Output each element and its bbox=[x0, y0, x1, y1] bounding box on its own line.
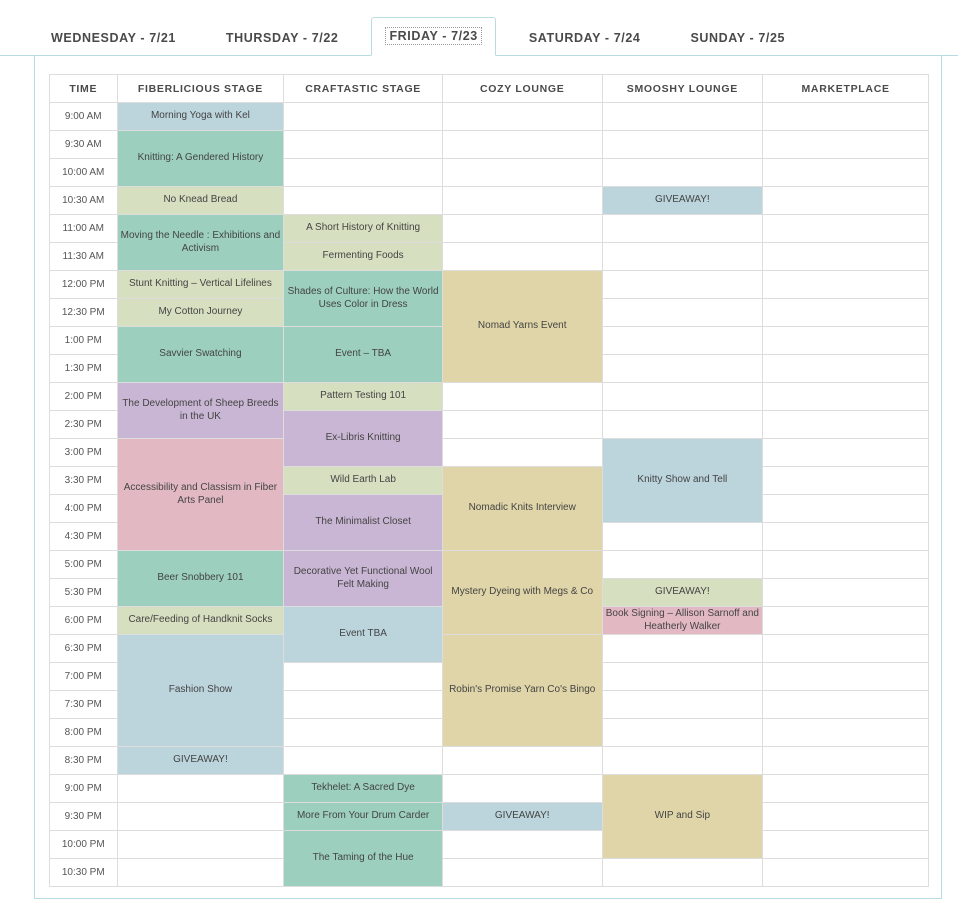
time-label: 10:00 PM bbox=[50, 831, 118, 859]
schedule-row bbox=[50, 747, 929, 775]
empty-slot-craftastic-stage bbox=[284, 159, 443, 187]
event-craftastic-stage[interactable]: The Minimalist Closet bbox=[284, 495, 443, 551]
time-label: 6:00 PM bbox=[50, 607, 118, 635]
empty-slot-cozy-lounge bbox=[442, 103, 602, 131]
tab-friday-label: FRIDAY - 7/23 bbox=[385, 27, 481, 45]
empty-slot-smooshy-lounge bbox=[602, 635, 763, 663]
empty-slot-cozy-lounge bbox=[442, 411, 602, 439]
time-label: 6:30 PM bbox=[50, 635, 118, 663]
tab-wednesday[interactable] bbox=[34, 20, 193, 56]
event-craftastic-stage[interactable]: Shades of Culture: How the World Uses Color in Dress bbox=[284, 271, 443, 327]
event-craftastic-stage[interactable]: The Taming of the Hue bbox=[284, 831, 443, 887]
empty-slot-cozy-lounge bbox=[442, 439, 602, 467]
event-smooshy-lounge[interactable]: GIVEAWAY! bbox=[602, 187, 763, 215]
event-fiberlicious-stage[interactable]: Savvier Swatching bbox=[117, 327, 284, 383]
tab-wednesday-label: WEDNESDAY - 7/21 bbox=[51, 31, 176, 45]
empty-slot-smooshy-lounge bbox=[602, 859, 763, 887]
schedule-panel bbox=[34, 56, 942, 899]
schedule-row bbox=[50, 551, 929, 579]
empty-slot-craftastic-stage bbox=[284, 187, 443, 215]
empty-slot-craftastic-stage bbox=[284, 131, 443, 159]
empty-slot-smooshy-lounge bbox=[602, 131, 763, 159]
time-label: 11:30 AM bbox=[50, 243, 118, 271]
event-craftastic-stage[interactable]: Decorative Yet Functional Wool Felt Making bbox=[284, 551, 443, 607]
empty-slot-marketplace bbox=[763, 355, 929, 383]
time-label: 9:00 AM bbox=[50, 103, 118, 131]
empty-slot-marketplace bbox=[763, 859, 929, 887]
event-fiberlicious-stage[interactable]: Fashion Show bbox=[117, 635, 284, 747]
empty-slot-smooshy-lounge bbox=[602, 551, 763, 579]
tab-thursday[interactable] bbox=[209, 20, 356, 56]
empty-slot-smooshy-lounge bbox=[602, 159, 763, 187]
col-cozy-lounge: COZY LOUNGE bbox=[442, 75, 602, 103]
event-craftastic-stage[interactable]: Wild Earth Lab bbox=[284, 467, 443, 495]
tab-sunday-label: SUNDAY - 7/25 bbox=[690, 31, 786, 45]
event-cozy-lounge[interactable]: Robin's Promise Yarn Co's Bingo bbox=[442, 635, 602, 747]
event-fiberlicious-stage[interactable]: The Development of Sheep Breeds in the UK bbox=[117, 383, 284, 439]
empty-slot-craftastic-stage bbox=[284, 719, 443, 747]
time-label: 10:00 AM bbox=[50, 159, 118, 187]
empty-slot-fiberlicious-stage bbox=[117, 831, 284, 859]
time-label: 4:00 PM bbox=[50, 495, 118, 523]
time-label: 3:30 PM bbox=[50, 467, 118, 495]
empty-slot-marketplace bbox=[763, 747, 929, 775]
event-fiberlicious-stage[interactable]: Morning Yoga with Kel bbox=[117, 103, 284, 131]
empty-slot-cozy-lounge bbox=[442, 187, 602, 215]
empty-slot-marketplace bbox=[763, 775, 929, 803]
empty-slot-smooshy-lounge bbox=[602, 411, 763, 439]
schedule-body bbox=[50, 103, 929, 887]
tab-sunday[interactable] bbox=[673, 20, 802, 56]
schedule-row bbox=[50, 635, 929, 663]
time-label: 8:00 PM bbox=[50, 719, 118, 747]
empty-slot-marketplace bbox=[763, 551, 929, 579]
time-label: 1:00 PM bbox=[50, 327, 118, 355]
col-marketplace: MARKETPLACE bbox=[763, 75, 929, 103]
empty-slot-smooshy-lounge bbox=[602, 243, 763, 271]
empty-slot-marketplace bbox=[763, 803, 929, 831]
empty-slot-smooshy-lounge bbox=[602, 103, 763, 131]
empty-slot-craftastic-stage bbox=[284, 663, 443, 691]
empty-slot-marketplace bbox=[763, 187, 929, 215]
event-fiberlicious-stage[interactable]: Moving the Needle : Exhibitions and Activism bbox=[117, 215, 284, 271]
time-label: 9:30 AM bbox=[50, 131, 118, 159]
event-fiberlicious-stage[interactable]: No Knead Bread bbox=[117, 187, 284, 215]
tab-thursday-label: THURSDAY - 7/22 bbox=[225, 31, 339, 45]
empty-slot-cozy-lounge bbox=[442, 131, 602, 159]
empty-slot-craftastic-stage bbox=[284, 691, 443, 719]
empty-slot-cozy-lounge bbox=[442, 747, 602, 775]
empty-slot-fiberlicious-stage bbox=[117, 775, 284, 803]
empty-slot-marketplace bbox=[763, 103, 929, 131]
time-label: 5:00 PM bbox=[50, 551, 118, 579]
event-fiberlicious-stage[interactable]: Care/Feeding of Handknit Socks bbox=[117, 607, 284, 635]
time-label: 5:30 PM bbox=[50, 579, 118, 607]
time-label: 2:30 PM bbox=[50, 411, 118, 439]
schedule-header bbox=[50, 75, 929, 103]
empty-slot-marketplace bbox=[763, 719, 929, 747]
empty-slot-marketplace bbox=[763, 831, 929, 859]
time-label: 2:00 PM bbox=[50, 383, 118, 411]
event-smooshy-lounge[interactable]: Book Signing – Allison Sarnoff and Heatherly Walker bbox=[602, 607, 763, 635]
empty-slot-cozy-lounge bbox=[442, 831, 602, 859]
empty-slot-marketplace bbox=[763, 523, 929, 551]
tab-saturday-label: SATURDAY - 7/24 bbox=[528, 31, 641, 45]
schedule-table bbox=[49, 74, 929, 887]
event-fiberlicious-stage[interactable]: Knitting: A Gendered History bbox=[117, 131, 284, 187]
empty-slot-smooshy-lounge bbox=[602, 327, 763, 355]
day-tabs bbox=[0, 0, 958, 56]
empty-slot-fiberlicious-stage bbox=[117, 859, 284, 887]
event-fiberlicious-stage[interactable]: Accessibility and Classism in Fiber Arts Panel bbox=[117, 439, 284, 551]
event-craftastic-stage[interactable]: Event TBA bbox=[284, 607, 443, 663]
tab-saturday[interactable] bbox=[512, 20, 658, 56]
empty-slot-smooshy-lounge bbox=[602, 355, 763, 383]
empty-slot-marketplace bbox=[763, 467, 929, 495]
schedule-row bbox=[50, 187, 929, 215]
empty-slot-cozy-lounge bbox=[442, 775, 602, 803]
empty-slot-marketplace bbox=[763, 439, 929, 467]
event-craftastic-stage[interactable]: A Short History of Knitting bbox=[284, 215, 443, 243]
col-craftastic-stage: CRAFTASTIC STAGE bbox=[284, 75, 443, 103]
time-label: 4:30 PM bbox=[50, 523, 118, 551]
event-cozy-lounge[interactable]: Mystery Dyeing with Megs & Co bbox=[442, 551, 602, 635]
col-fiberlicious-stage: FIBERLICIOUS STAGE bbox=[117, 75, 284, 103]
time-label: 1:30 PM bbox=[50, 355, 118, 383]
tab-friday[interactable] bbox=[371, 17, 495, 56]
header-row bbox=[50, 75, 929, 103]
schedule-row bbox=[50, 131, 929, 159]
event-craftastic-stage[interactable]: Tekhelet: A Sacred Dye bbox=[284, 775, 443, 803]
event-cozy-lounge[interactable]: Nomadic Knits Interview bbox=[442, 467, 602, 551]
time-label: 9:00 PM bbox=[50, 775, 118, 803]
empty-slot-cozy-lounge bbox=[442, 159, 602, 187]
time-label: 7:30 PM bbox=[50, 691, 118, 719]
empty-slot-marketplace bbox=[763, 635, 929, 663]
empty-slot-marketplace bbox=[763, 299, 929, 327]
event-craftastic-stage[interactable]: Event – TBA bbox=[284, 327, 443, 383]
empty-slot-craftastic-stage bbox=[284, 747, 443, 775]
schedule-row bbox=[50, 803, 929, 831]
empty-slot-cozy-lounge bbox=[442, 243, 602, 271]
empty-slot-marketplace bbox=[763, 579, 929, 607]
empty-slot-smooshy-lounge bbox=[602, 747, 763, 775]
schedule-row bbox=[50, 103, 929, 131]
event-fiberlicious-stage[interactable]: GIVEAWAY! bbox=[117, 747, 284, 775]
empty-slot-smooshy-lounge bbox=[602, 719, 763, 747]
empty-slot-fiberlicious-stage bbox=[117, 803, 284, 831]
schedule-row bbox=[50, 439, 929, 467]
empty-slot-marketplace bbox=[763, 215, 929, 243]
time-label: 10:30 PM bbox=[50, 859, 118, 887]
event-fiberlicious-stage[interactable]: Beer Snobbery 101 bbox=[117, 551, 284, 607]
empty-slot-cozy-lounge bbox=[442, 383, 602, 411]
event-craftastic-stage[interactable]: Pattern Testing 101 bbox=[284, 383, 443, 411]
event-smooshy-lounge[interactable]: WIP and Sip bbox=[602, 775, 763, 859]
empty-slot-craftastic-stage bbox=[284, 103, 443, 131]
time-label: 12:30 PM bbox=[50, 299, 118, 327]
event-cozy-lounge[interactable]: Nomad Yarns Event bbox=[442, 271, 602, 383]
event-cozy-lounge[interactable]: GIVEAWAY! bbox=[442, 803, 602, 831]
empty-slot-marketplace bbox=[763, 411, 929, 439]
empty-slot-smooshy-lounge bbox=[602, 299, 763, 327]
time-label: 12:00 PM bbox=[50, 271, 118, 299]
empty-slot-smooshy-lounge bbox=[602, 215, 763, 243]
empty-slot-smooshy-lounge bbox=[602, 383, 763, 411]
empty-slot-smooshy-lounge bbox=[602, 663, 763, 691]
empty-slot-cozy-lounge bbox=[442, 859, 602, 887]
event-smooshy-lounge[interactable]: GIVEAWAY! bbox=[602, 579, 763, 607]
time-label: 11:00 AM bbox=[50, 215, 118, 243]
schedule-row bbox=[50, 383, 929, 411]
event-craftastic-stage[interactable]: Ex-Libris Knitting bbox=[284, 411, 443, 467]
time-label: 8:30 PM bbox=[50, 747, 118, 775]
empty-slot-marketplace bbox=[763, 691, 929, 719]
empty-slot-marketplace bbox=[763, 159, 929, 187]
time-label: 3:00 PM bbox=[50, 439, 118, 467]
empty-slot-marketplace bbox=[763, 131, 929, 159]
empty-slot-smooshy-lounge bbox=[602, 271, 763, 299]
time-label: 7:00 PM bbox=[50, 663, 118, 691]
schedule-row bbox=[50, 831, 929, 859]
empty-slot-smooshy-lounge bbox=[602, 691, 763, 719]
schedule-row bbox=[50, 271, 929, 299]
event-smooshy-lounge[interactable]: Knitty Show and Tell bbox=[602, 439, 763, 523]
empty-slot-marketplace bbox=[763, 663, 929, 691]
schedule-row bbox=[50, 775, 929, 803]
empty-slot-marketplace bbox=[763, 243, 929, 271]
col-time: TIME bbox=[50, 75, 118, 103]
event-fiberlicious-stage[interactable]: My Cotton Journey bbox=[117, 299, 284, 327]
empty-slot-marketplace bbox=[763, 383, 929, 411]
empty-slot-marketplace bbox=[763, 271, 929, 299]
event-craftastic-stage[interactable]: Fermenting Foods bbox=[284, 243, 443, 271]
empty-slot-smooshy-lounge bbox=[602, 523, 763, 551]
schedule-row bbox=[50, 215, 929, 243]
empty-slot-marketplace bbox=[763, 607, 929, 635]
col-smooshy-lounge: SMOOSHY LOUNGE bbox=[602, 75, 763, 103]
empty-slot-marketplace bbox=[763, 495, 929, 523]
empty-slot-cozy-lounge bbox=[442, 215, 602, 243]
time-label: 10:30 AM bbox=[50, 187, 118, 215]
empty-slot-marketplace bbox=[763, 327, 929, 355]
time-label: 9:30 PM bbox=[50, 803, 118, 831]
event-craftastic-stage[interactable]: More From Your Drum Carder bbox=[284, 803, 443, 831]
event-fiberlicious-stage[interactable]: Stunt Knitting – Vertical Lifelines bbox=[117, 271, 284, 299]
schedule-row bbox=[50, 859, 929, 887]
